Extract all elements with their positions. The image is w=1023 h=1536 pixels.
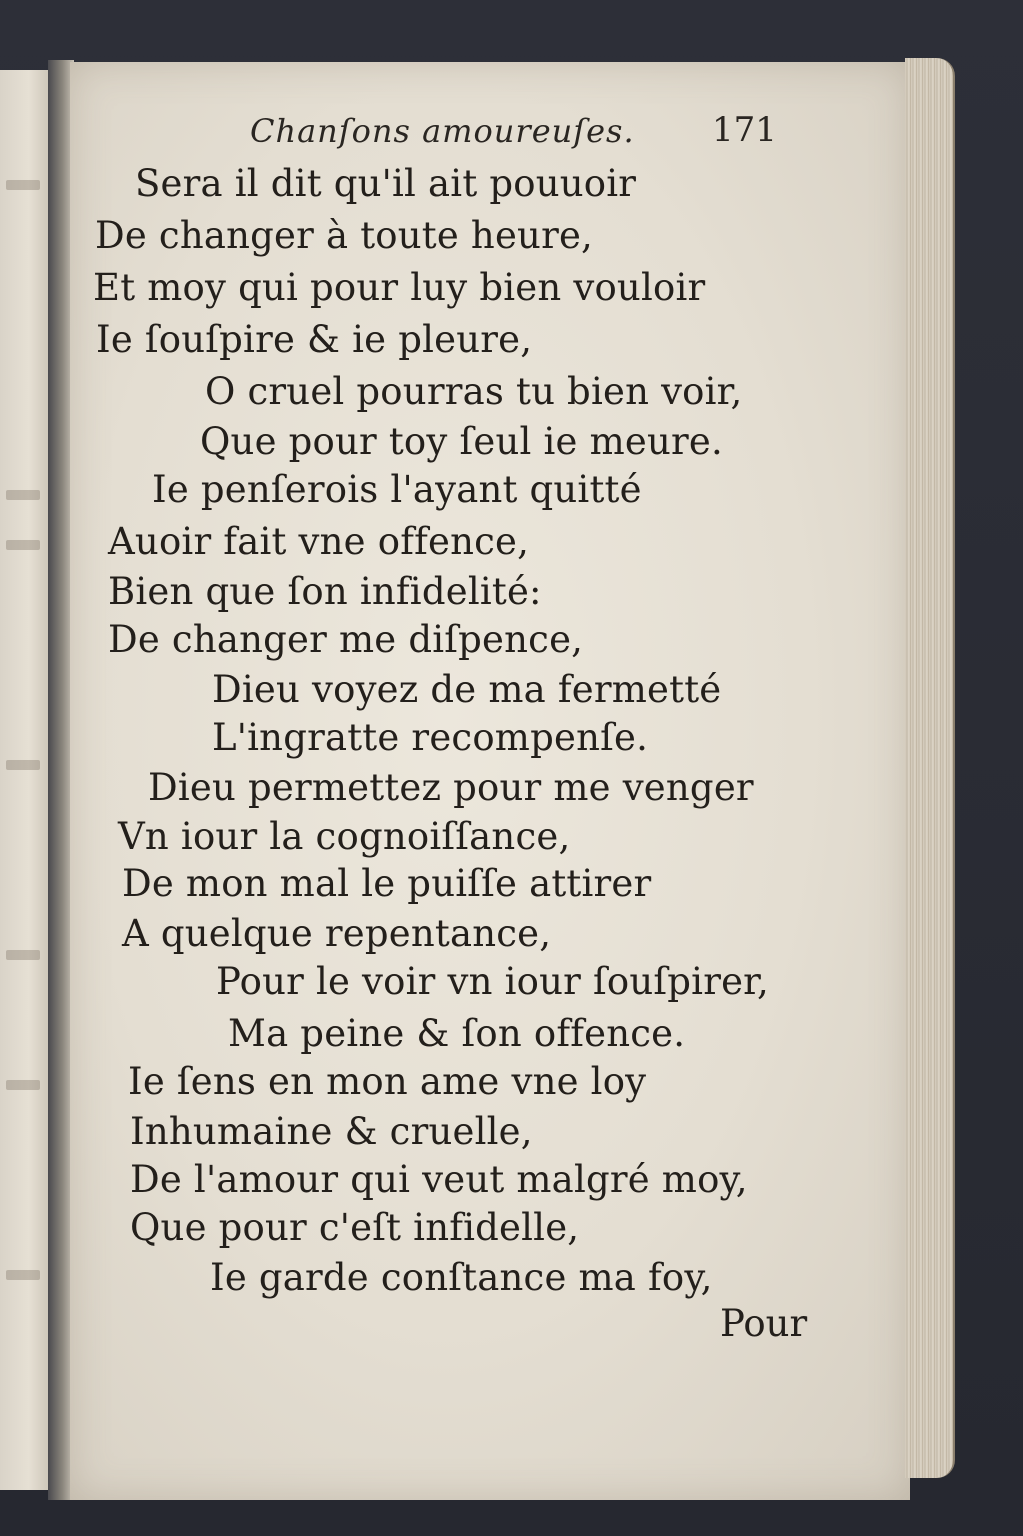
verse-line: De l'amour qui veut malgré moy,	[130, 1158, 748, 1201]
verse-line: A quelque repentance,	[122, 912, 552, 955]
verse-line: Que pour toy ſeul ie meure.	[200, 420, 723, 463]
verse-line: Pour le voir vn iour ſouſpirer,	[216, 960, 769, 1003]
verse-line: De mon mal le puiſſe attirer	[122, 862, 652, 905]
verse-line: Ie ſens en mon ame vne loy	[128, 1060, 647, 1103]
verse-line: Sera il dit qu'il ait pouuoir	[135, 162, 637, 205]
verse-line: Auoir fait vne offence,	[108, 520, 530, 563]
verse-line: Dieu permettez pour me venger	[148, 766, 754, 809]
verse-line: De changer me diſpence,	[108, 618, 584, 661]
verse-line: De changer à toute heure,	[95, 214, 594, 257]
verse-line: O cruel pourras tu bien voir,	[205, 370, 743, 413]
verse-line: Bien que ſon infidelité:	[108, 570, 542, 613]
catchword: Pour	[720, 1302, 808, 1345]
verse-line: Ie penſerois l'ayant quitté	[152, 468, 642, 511]
verse-line: Que pour c'eſt infidelle,	[130, 1206, 580, 1249]
running-title: Chanſons amoureuſes.	[250, 112, 635, 150]
verse-line: L'ingratte recompenſe.	[212, 716, 649, 759]
verse-line: Et moy qui pour luy bien vouloir	[93, 266, 706, 309]
verse-line: Ie garde conſtance ma foy,	[210, 1256, 713, 1299]
verse-line: Vn iour la cognoiſſance,	[118, 815, 571, 858]
verse-line: Dieu voyez de ma fermetté	[212, 668, 722, 711]
page-number: 171	[712, 110, 777, 150]
verse-line: Ma peine & ſon offence.	[228, 1012, 686, 1055]
verse-line: Inhumaine & cruelle,	[130, 1110, 533, 1153]
verse-line: Ie ſouſpire & ie pleure,	[96, 318, 533, 361]
